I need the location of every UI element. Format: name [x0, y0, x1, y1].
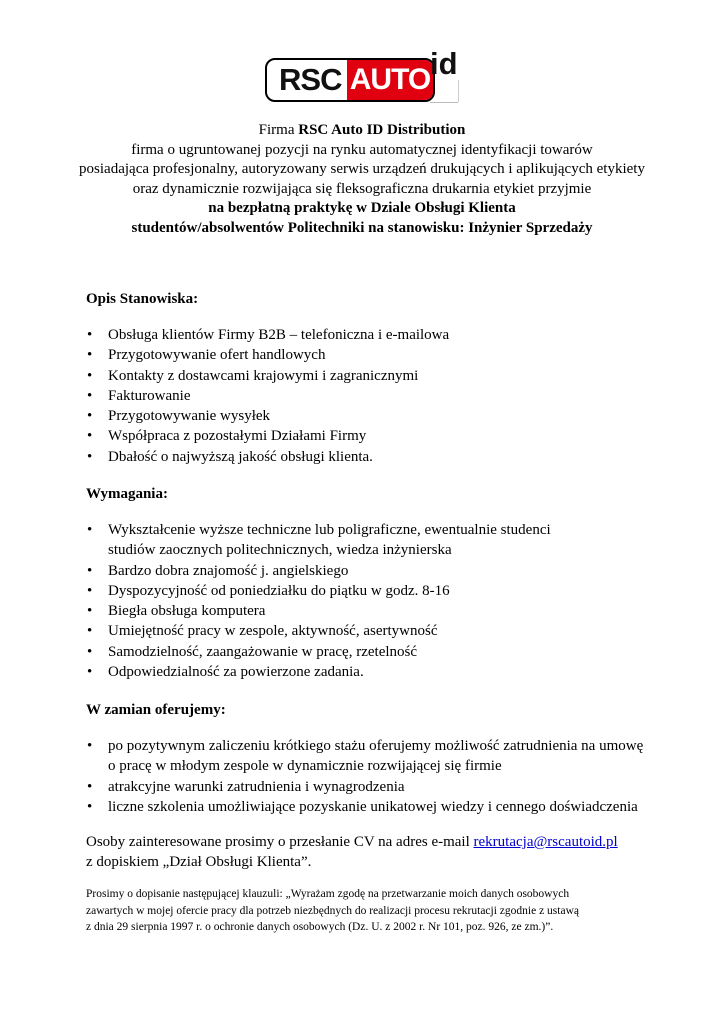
list-item-line: studiów zaocznych politechnicznych, wiedza inżynierska	[108, 542, 452, 559]
intro-prefix: Firma	[258, 122, 299, 138]
wymagania-list	[86, 520, 646, 682]
list-item: • Dbałość o najwyższą jakość obsługi klienta.	[86, 447, 646, 467]
intro-line-1	[0, 121, 724, 141]
list-item: • Bardzo dobra znajomość j. angielskiego	[86, 561, 646, 581]
list-item: • Fakturowanie	[86, 386, 646, 406]
list-item: • Umiejętność pracy w zespole, aktywność, asertywność	[86, 621, 646, 641]
opis-list	[86, 325, 646, 467]
intro-line-5: na bezpłatną praktykę w Dziale Obsługi Klienta	[208, 200, 516, 216]
intro-line-6: studentów/absolwentów Politechniki na stanowisku: Inżynier Sprzedaży	[131, 219, 593, 236]
email-link[interactable]: rekrutacja@rscautoid.pl	[473, 834, 618, 850]
intro-line-3: posiadająca profesjonalny, autoryzowany serwis urządzeń drukujących i aplikujących etykiety	[79, 161, 645, 177]
list-item	[86, 520, 646, 561]
clause-line-1: Prosimy o dopisanie następującej klauzuli: „Wyrażam zgodę na przetwarzanie moich danych osobowych	[86, 888, 570, 900]
intro-line-2: firma o ugruntowanej pozycji na rynku automatycznej identyfikacji towarów	[131, 141, 593, 158]
contact-block	[86, 832, 618, 872]
list-item: • liczne szkolenia umożliwiające pozyskanie unikatowej wiedzy i cennego doświadczenia	[86, 797, 646, 817]
list-item: • Przygotowywanie ofert handlowych	[86, 345, 646, 365]
gdpr-clause	[86, 886, 579, 936]
clause-line-2: zawartych w mojej ofercie pracy dla potrzeb niezbędnych do realizacji procesu rekrutacji zgodnie z ustawą	[86, 904, 579, 917]
company-name: RSC Auto ID Distribution	[298, 122, 466, 138]
company-logo	[265, 46, 460, 106]
list-item: • atrakcyjne warunki zatrudnienia i wynagrodzenia	[86, 777, 646, 797]
list-item	[86, 736, 646, 777]
logo-rsc-text: RSC	[279, 62, 342, 97]
contact-line-2: z dopiskiem „Dział Obsługi Klienta”.	[86, 854, 312, 870]
section-title-oferujemy: W zamian oferujemy:	[86, 702, 226, 718]
list-item: • Przygotowywanie wysyłek	[86, 406, 646, 426]
list-item: • Kontakty z dostawcami krajowymi i zagranicznymi	[86, 366, 646, 386]
intro-block	[0, 121, 724, 238]
oferujemy-list	[86, 736, 646, 817]
list-item: • Dyspozycyjność od poniedziałku do piątku w godz. 8-16	[86, 581, 646, 601]
list-item: • Współpraca z pozostałymi Działami Firmy	[86, 426, 646, 446]
contact-prefix: Osoby zainteresowane prosimy o przesłanie CV na adres e-mail	[86, 834, 474, 850]
list-item: • Biegła obsługa komputera	[86, 601, 646, 621]
clause-line-3: z dnia 29 sierpnia 1997 r. o ochronie danych osobowych (Dz. U. z 2002 r. Nr 101, poz. 926, ze zm.)”.	[86, 921, 554, 933]
contact-line-1	[86, 832, 618, 852]
list-item-line: • Wykształcenie wyższe techniczne lub poligraficzne, ewentualnie studenci	[108, 522, 551, 538]
section-title-opis: Opis Stanowiska:	[86, 291, 199, 307]
list-item: • Samodzielność, zaangażowanie w pracę, rzetelność	[86, 642, 646, 662]
list-item-line: • po pozytywnym zaliczeniu krótkiego stażu oferujemy możliwość zatrudnienia na umowę	[108, 738, 644, 754]
section-title-wymagania: Wymagania:	[86, 486, 168, 502]
logo-auto-text: AUTO	[347, 60, 433, 100]
logo-side-line	[458, 80, 459, 102]
list-item-line: o pracę w młodym zespole w dynamicznie rozwijającej się firmie	[108, 758, 502, 775]
list-item: • Obsługa klientów Firmy B2B – telefoniczna i e-mailowa	[86, 325, 646, 345]
intro-line-4: oraz dynamicznie rozwijająca się fleksograficzna drukarnia etykiet przyjmie	[132, 180, 592, 197]
logo-id-text: id	[430, 46, 458, 81]
logo-underline	[430, 102, 458, 103]
list-item: • Odpowiedzialność za powierzone zadania.	[86, 662, 646, 682]
